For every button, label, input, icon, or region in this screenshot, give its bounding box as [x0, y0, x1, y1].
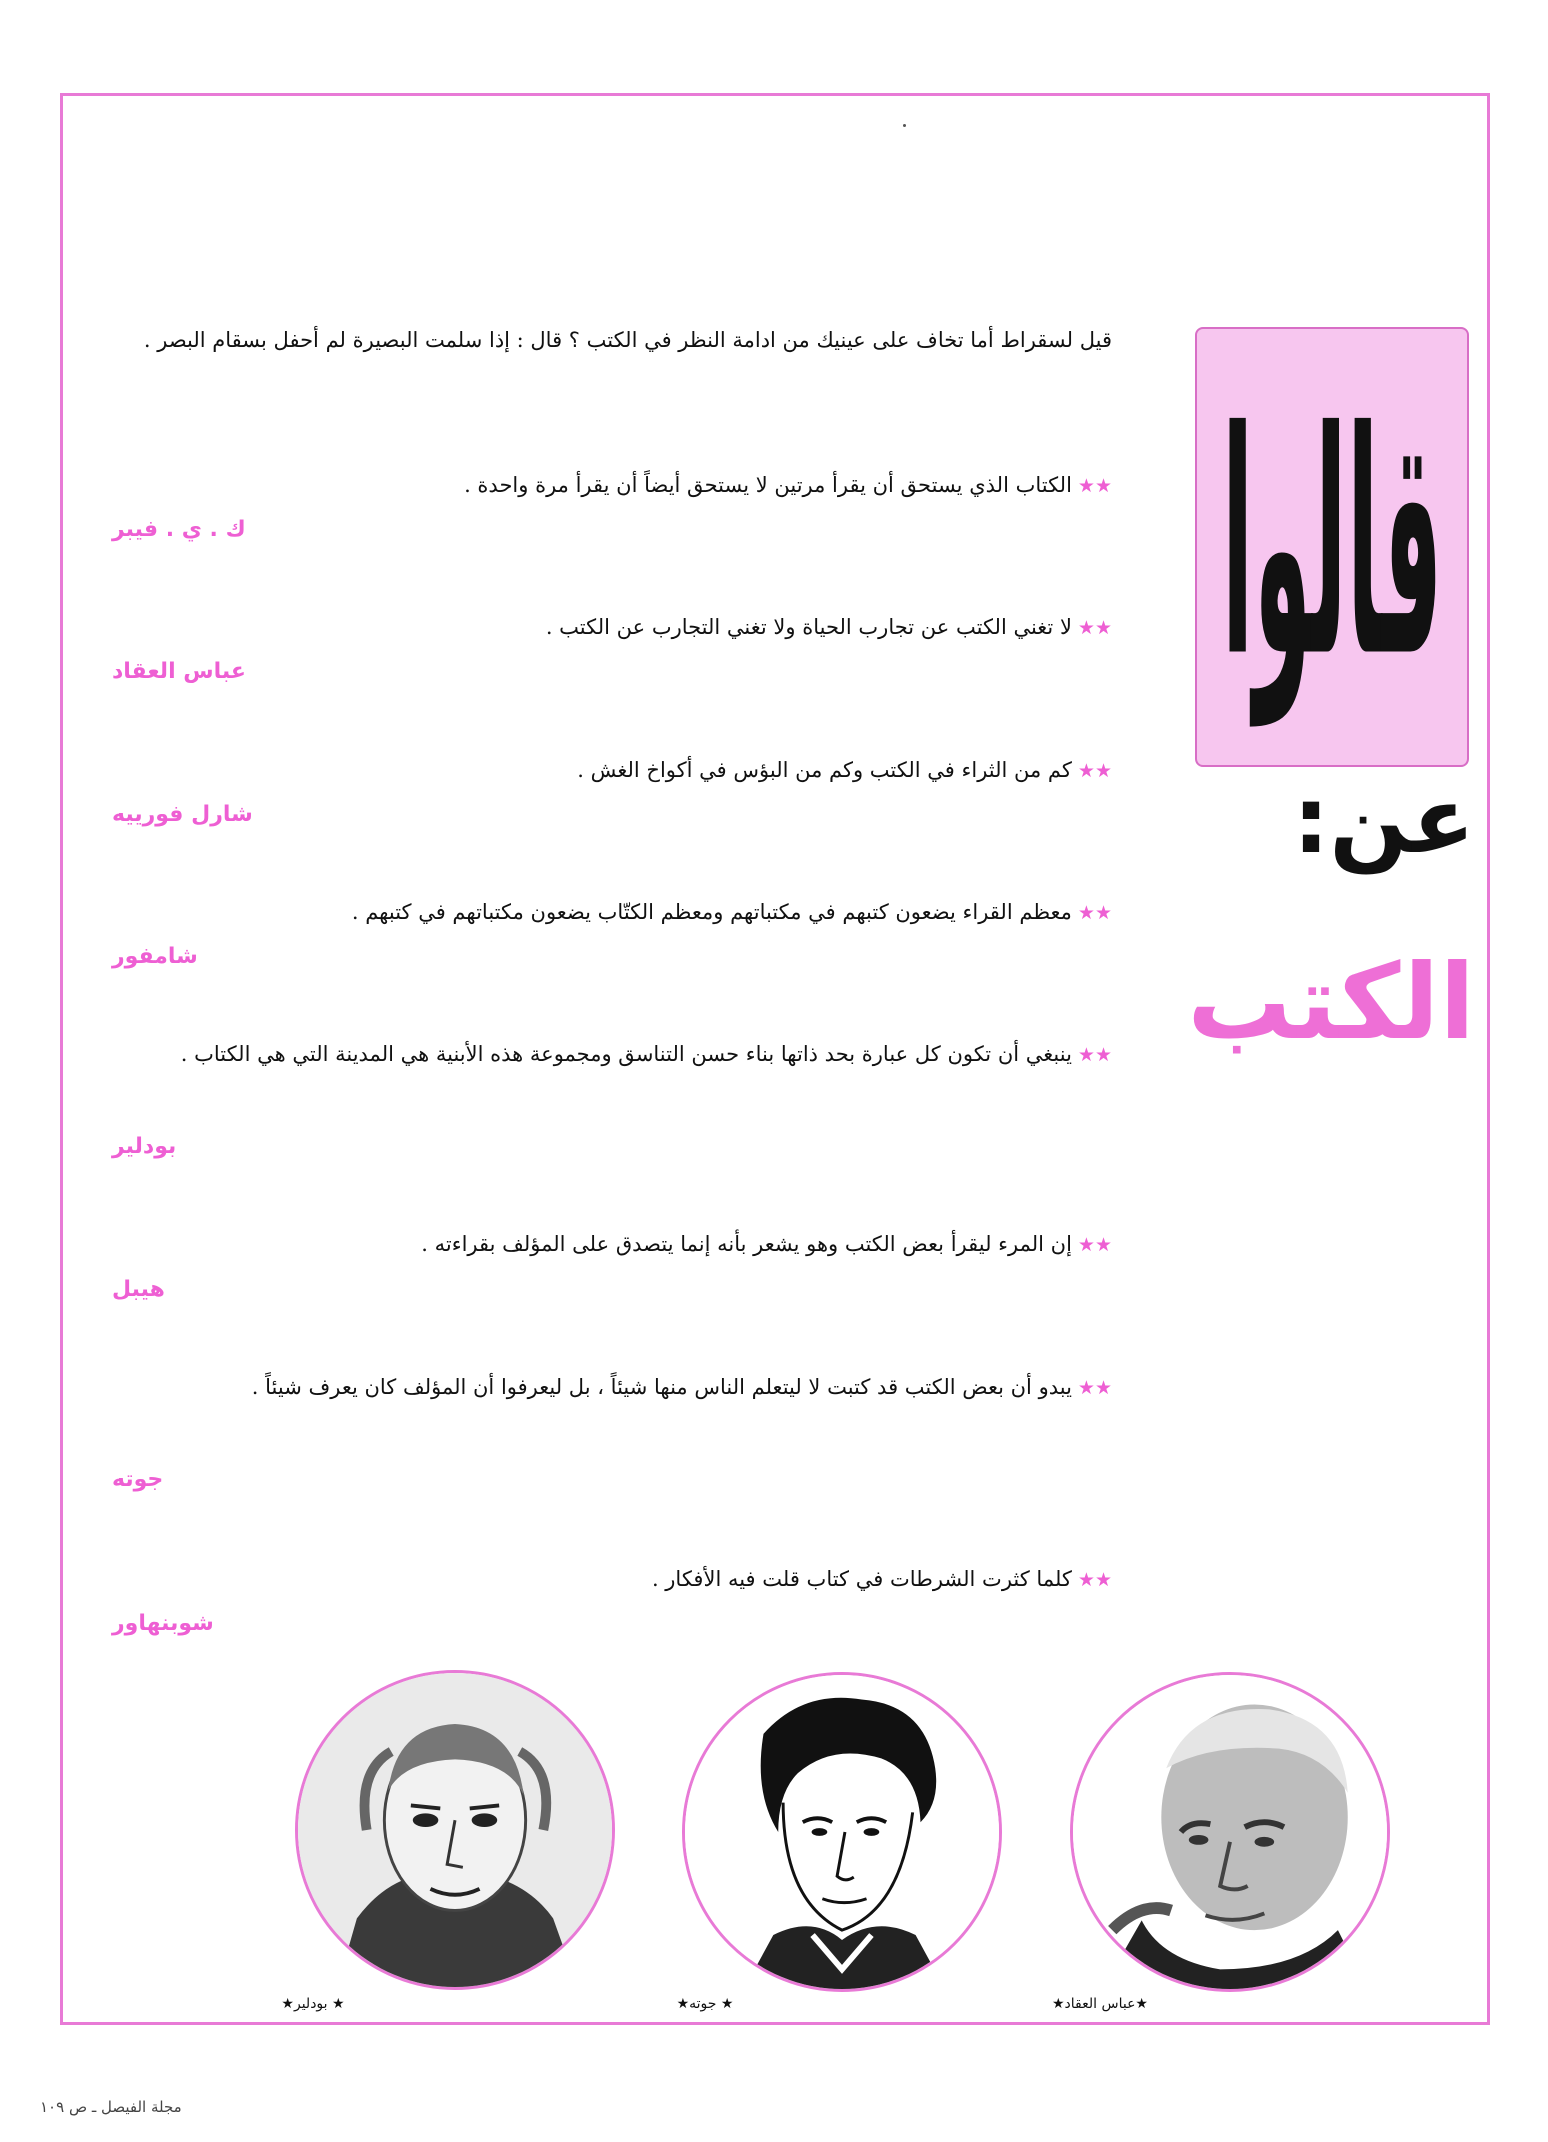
quote-text: معظم القراء يضعون كتبهم في مكتباتهم ومعظم الكتّاب يضعون مكتباتهم في كتبهم . [351, 900, 1072, 924]
quote-author-7: جوته [112, 1467, 164, 1492]
quote-author-4: شامفور [112, 944, 198, 969]
portrait-baudelaire-image [298, 1673, 612, 1987]
portrait-baudelaire [295, 1670, 615, 1990]
page-footer: مجلة الفيصل ـ ص ١٠٩ [40, 2098, 182, 2116]
quote-7 [112, 1365, 1112, 1411]
quote-1 [112, 463, 1112, 509]
stars-icon: ★★ [1077, 1569, 1112, 1591]
stars-icon: ★★ [1077, 1377, 1112, 1399]
quote-2 [112, 605, 1112, 651]
portrait-caption-goethe: ★ جوته★ [676, 1996, 734, 2012]
quote-author-1: ك . ي . فيبر [112, 517, 246, 542]
stars-icon: ★★ [1077, 1044, 1112, 1066]
quote-6 [112, 1222, 1112, 1268]
portrait-caption-aqqad: ★عباس العقاد★ [1052, 1996, 1148, 2012]
quote-text: لا تغني الكتب عن تجارب الحياة ولا تغني التجارب عن الكتب . [545, 615, 1072, 639]
stars-icon: ★★ [1077, 475, 1112, 497]
portrait-aqqad-image [1073, 1675, 1387, 1989]
portrait-caption-baudelaire: ★ بودلير★ [281, 1996, 345, 2012]
quote-text: كم من الثراء في الكتب وكم من البؤس في أكواخ الغش . [577, 758, 1072, 782]
title-box [1195, 327, 1469, 767]
quote-author-8: شوبنهاور [112, 1611, 214, 1636]
quote-text: الكتاب الذي يستحق أن يقرأ مرتين لا يستحق أيضاً أن يقرأ مرة واحدة . [464, 473, 1072, 497]
quote-author-6: هيبل [112, 1277, 165, 1302]
quote-4 [112, 890, 1112, 936]
quote-author-3: شارل فورييه [112, 802, 253, 827]
portrait-goethe-image [685, 1675, 999, 1989]
intro-paragraph: قيل لسقراط أما تخاف على عينيك من ادامة النظر في الكتب ؟ قال : إذا سلمت البصيرة لم أحفل بسقام البصر . [143, 328, 1112, 352]
quote-author-5: بودلير [112, 1134, 177, 1159]
quote-text: إن المرء ليقرأ بعض الكتب وهو يشعر بأنه إنما يتصدق على المؤلف بقراءته . [421, 1232, 1072, 1256]
portrait-goethe [682, 1672, 1002, 1992]
quote-text: يبدو أن بعض الكتب قد كتبت لا ليتعلم الناس منها شيئاً ، بل ليعرفوا أن المؤلف كان يعرف شيئاً . [251, 1375, 1072, 1399]
stars-icon: ★★ [1077, 760, 1112, 782]
quote-text: كلما كثرت الشرطات في كتاب قلت فيه الأفكار . [651, 1567, 1072, 1591]
quote-author-2: عباس العقاد [112, 659, 246, 684]
quote-3 [112, 748, 1112, 794]
title-an: عن: [1292, 767, 1475, 874]
quote-5 [112, 1032, 1112, 1078]
quote-text: ينبغي أن تكون كل عبارة بحد ذاتها بناء حسن التناسق ومجموعة هذه الأبنية هي المدينة التي هي الكتاب . [180, 1042, 1072, 1066]
quote-8 [112, 1557, 1112, 1603]
title-main: قالوا [1221, 368, 1443, 726]
print-speck [903, 124, 906, 127]
stars-icon: ★★ [1077, 1234, 1112, 1256]
stars-icon: ★★ [1077, 902, 1112, 924]
portrait-aqqad [1070, 1672, 1390, 1992]
stars-icon: ★★ [1077, 617, 1112, 639]
title-books: الكتب [1187, 941, 1475, 1063]
